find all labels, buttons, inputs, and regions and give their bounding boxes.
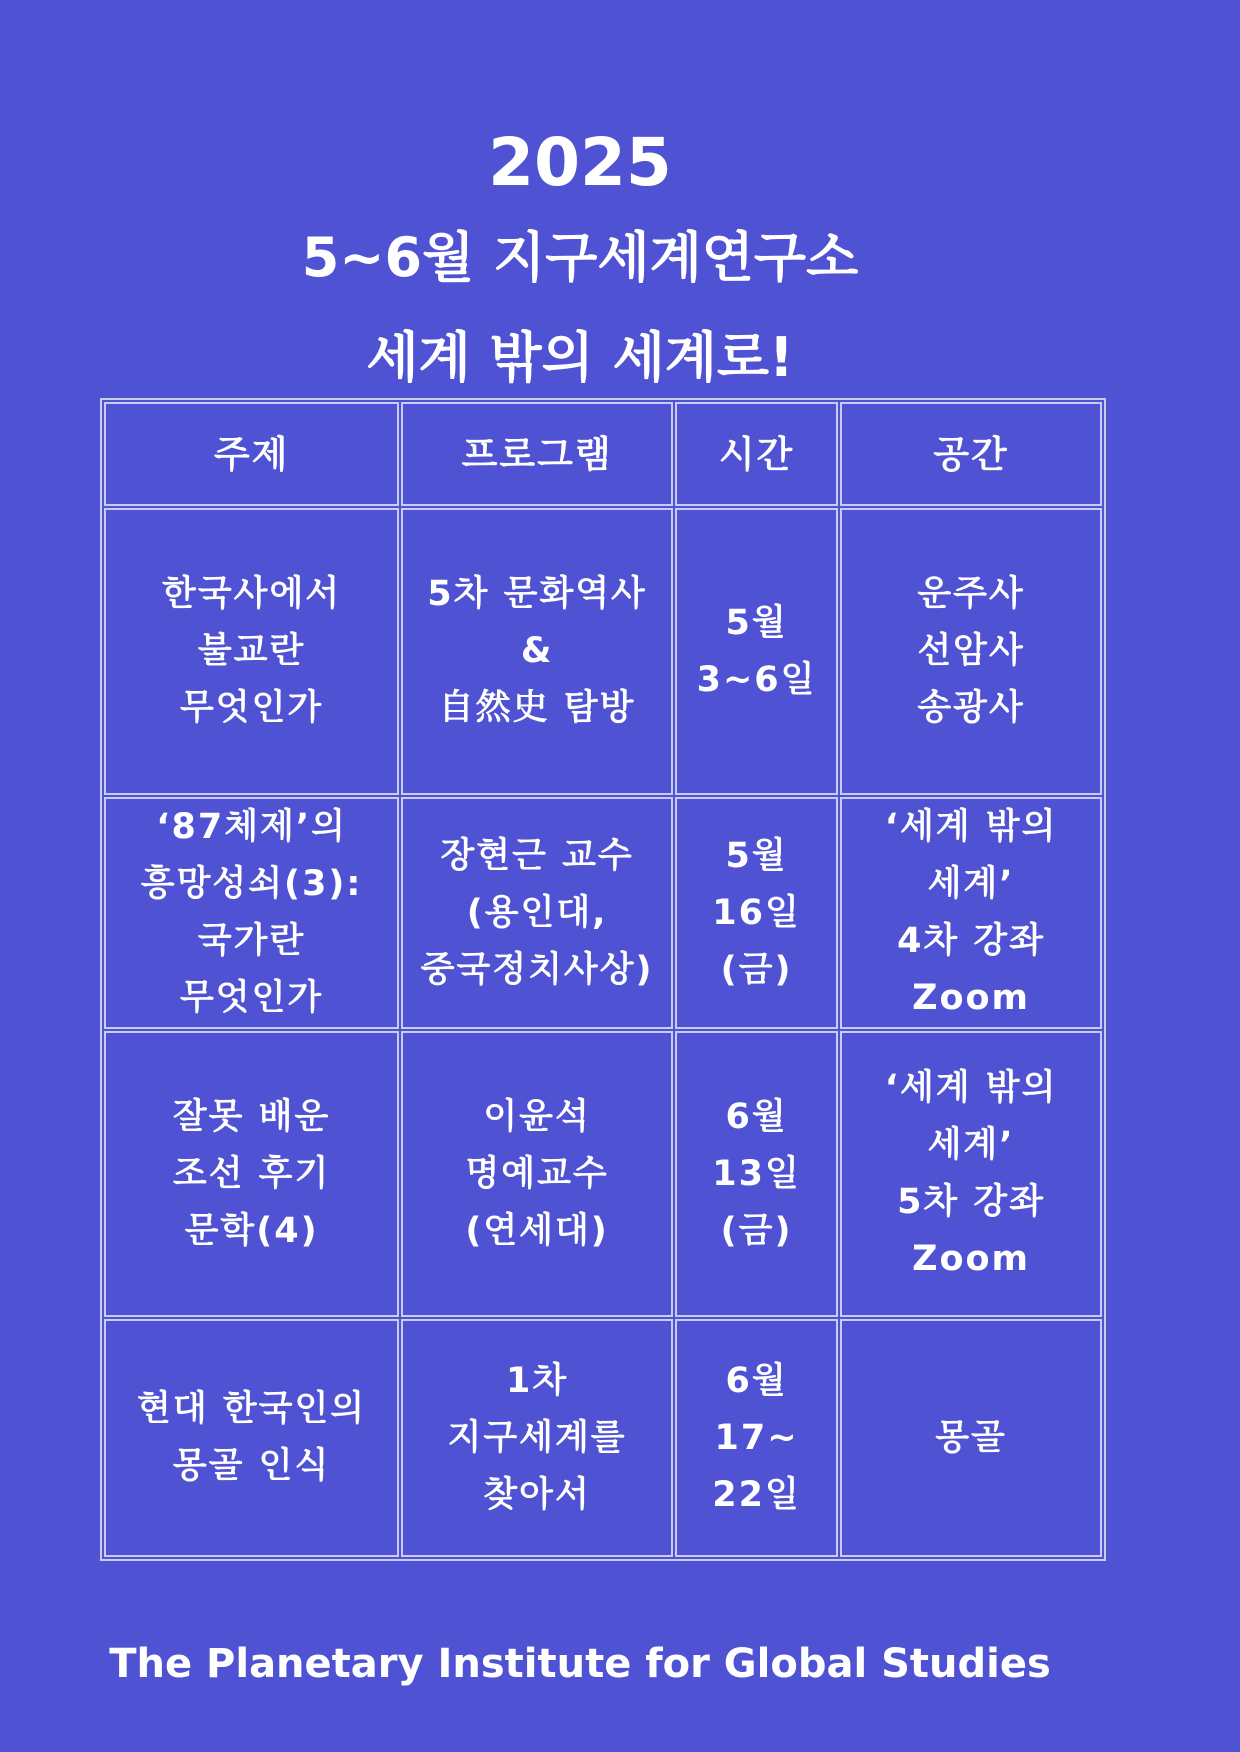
cell-topic (104, 508, 399, 795)
title-tagline: 세계 밖의 세계로! (366, 326, 794, 389)
cell-line: 문학(4) (184, 1210, 319, 1251)
cell-line: 세계’ (927, 1125, 1015, 1165)
table-row (104, 508, 1102, 795)
cell-line: (금) (720, 949, 793, 990)
cell-line: 잘못 배운 (172, 1096, 331, 1137)
cell-line: 22일 (712, 1474, 801, 1515)
cell-line: 조선 후기 (172, 1153, 331, 1194)
cell-line: 5월 (725, 602, 788, 643)
cell-time (675, 1319, 838, 1557)
cell-line: 명예교수 (465, 1153, 609, 1194)
header-program: 프로그램 (401, 402, 673, 506)
cell-line: 5월 (725, 835, 788, 876)
cell-program (401, 797, 673, 1029)
cell-line: 불교란 (197, 631, 306, 671)
cell-line: 4차 강좌 (897, 921, 1046, 961)
cell-line: (연세대) (465, 1210, 609, 1251)
cell-line: ‘세계 밖의 (884, 807, 1058, 847)
cell-line: ‘세계 밖의 (884, 1068, 1058, 1108)
cell-line: 몽골 (935, 1417, 1007, 1458)
title-year: 2025 (488, 124, 672, 201)
cell-line: 무엇인가 (179, 688, 324, 728)
cell-line: 국가란 (197, 921, 306, 961)
table-row (104, 1031, 1102, 1317)
cell-line: 한국사에서 (162, 574, 342, 614)
title-subtitle: 5~6월 지구세계연구소 (301, 226, 859, 289)
cell-line: 현대 한국인의 (137, 1389, 367, 1429)
cell-line: ‘87체제’의 (156, 807, 347, 847)
cell-line: (용인대, (466, 892, 608, 933)
cell-program (401, 508, 673, 795)
cell-line: 찾아서 (483, 1474, 591, 1515)
cell-place (840, 1319, 1102, 1557)
cell-line: 13일 (712, 1153, 801, 1194)
cell-time (675, 508, 838, 795)
cell-line: (금) (720, 1210, 793, 1251)
cell-topic (104, 797, 399, 1029)
cell-line: 自然史 탐방 (438, 688, 636, 728)
header-time: 시간 (675, 402, 838, 506)
cell-topic (104, 1319, 399, 1557)
cell-program (401, 1031, 673, 1317)
table-row (104, 797, 1102, 1029)
cell-line: 3~6일 (696, 659, 817, 700)
table-row (104, 1319, 1102, 1557)
cell-line: 중국정치사상) (420, 949, 654, 990)
cell-program (401, 1319, 673, 1557)
cell-line: 1차 (505, 1360, 569, 1401)
cell-line: 세계’ (927, 864, 1015, 904)
schedule-table (100, 398, 1106, 1561)
cell-line: 6월 (725, 1096, 788, 1137)
cell-line: 6월 (725, 1360, 788, 1401)
cell-line: 장현근 교수 (440, 835, 634, 876)
header-place: 공간 (840, 402, 1102, 506)
cell-time (675, 797, 838, 1029)
header-topic: 주제 (104, 402, 399, 506)
cell-line: Zoom (912, 978, 1031, 1018)
cell-line: 운주사 (917, 574, 1025, 614)
cell-line: 송광사 (917, 688, 1025, 728)
cell-place (840, 797, 1102, 1029)
cell-line: 흥망성쇠(3): (140, 864, 363, 904)
cell-line: & (520, 631, 554, 671)
cell-line: 선암사 (917, 631, 1025, 671)
cell-place (840, 1031, 1102, 1317)
cell-topic (104, 1031, 399, 1317)
cell-line: 16일 (712, 892, 801, 933)
cell-line: 17~ (714, 1417, 799, 1458)
cell-line: 무엇인가 (179, 978, 324, 1018)
poster-title (0, 118, 1160, 408)
cell-line: 지구세계를 (447, 1417, 627, 1458)
cell-line: 5차 강좌 (897, 1182, 1046, 1222)
cell-line: 5차 문화역사 (427, 574, 647, 614)
cell-line: Zoom (912, 1239, 1031, 1279)
table-header-row (104, 402, 1102, 506)
cell-line: 몽골 인식 (172, 1446, 331, 1486)
cell-place (840, 508, 1102, 795)
institute-name: The Planetary Institute for Global Studies (109, 1641, 1051, 1687)
cell-time (675, 1031, 838, 1317)
cell-line: 이윤석 (483, 1096, 591, 1137)
